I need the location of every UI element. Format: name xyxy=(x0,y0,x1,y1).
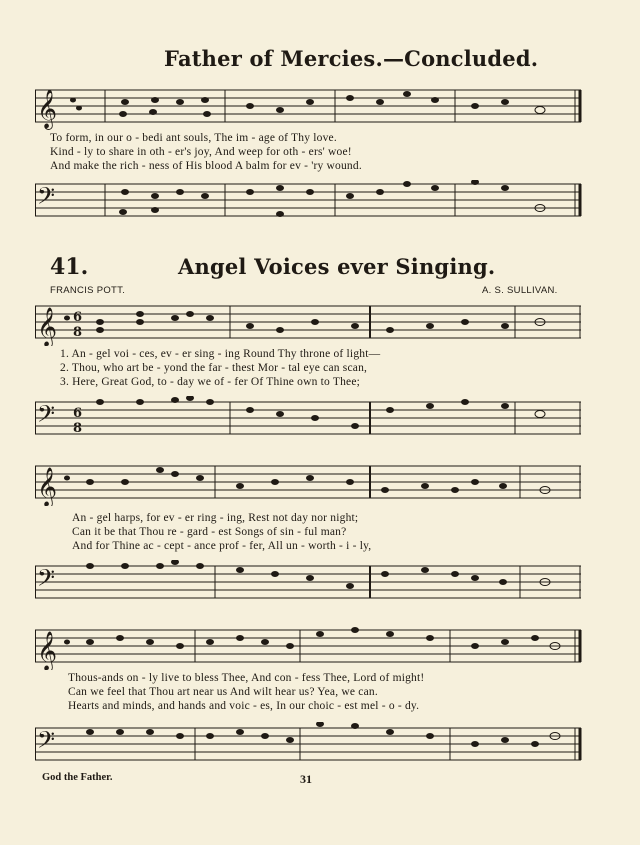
time-sig-top: 6 xyxy=(73,310,83,325)
page-number: 31 xyxy=(300,772,312,786)
system1-lyrics xyxy=(60,347,590,389)
time-sig-bottom: 8 xyxy=(73,325,83,340)
svg-text:𝄞: 𝄞 xyxy=(37,89,58,129)
lyric-line: To form, in our o - bedi ant souls, The im - age of Thy love. xyxy=(50,132,337,144)
bass-staff-1 xyxy=(35,396,583,442)
svg-text:𝄞: 𝄞 xyxy=(37,467,58,506)
treble-staff-prev xyxy=(35,86,583,132)
svg-text:𝄢: 𝄢 xyxy=(37,564,56,597)
treble-staff-2 xyxy=(35,460,583,506)
hymn-composer: A. S. SULLIVAN. xyxy=(482,285,558,296)
previous-hymn-lyrics xyxy=(50,131,580,173)
hymn-number: 41. xyxy=(50,254,89,280)
lyric-line: And for Thine ac - cept - ance prof - fer, All un - worth - i - ly, xyxy=(72,540,372,552)
svg-text:𝄢: 𝄢 xyxy=(37,726,56,759)
bass-staff-prev xyxy=(35,180,583,226)
time-sig-top: 6 xyxy=(73,406,83,421)
svg-text:𝄢: 𝄢 xyxy=(37,400,56,433)
time-sig-bottom: 8 xyxy=(73,421,83,436)
svg-text:𝄞: 𝄞 xyxy=(37,307,58,346)
bass-staff-2 xyxy=(35,560,583,606)
system2-lyrics xyxy=(72,511,602,553)
footer-section-label: God the Father. xyxy=(42,772,113,783)
lyric-line: Kind - ly to share in oth - er's joy, And weep for oth - ers' woe! xyxy=(50,146,352,158)
lyric-line: Hearts and minds, and hands and voic - es, In our choic - est mel - o - dy. xyxy=(68,700,420,712)
lyric-line: Thous-ands on - ly live to bless Thee, And con - fess Thee, Lord of might! xyxy=(68,672,425,684)
hymn-author: FRANCIS POTT. xyxy=(50,285,126,296)
lyric-line: And make the rich - ness of His blood A balm for ev - 'ry wound. xyxy=(50,160,362,172)
lyric-line: 1. An - gel voi - ces, ev - er sing - ing Round Thy throne of light— xyxy=(60,348,381,360)
treble-staff-1 xyxy=(35,300,583,346)
svg-text:𝄢: 𝄢 xyxy=(37,182,56,215)
svg-text:𝄞: 𝄞 xyxy=(37,631,58,670)
lyric-line: 3. Here, Great God, to - day we of - fer Of Thine own to Thee; xyxy=(60,376,361,388)
lyric-line: An - gel harps, for ev - er ring - ing, Rest not day nor night; xyxy=(72,512,359,524)
system3-lyrics xyxy=(68,671,598,713)
lyric-line: Can we feel that Thou art near us And wilt hear us? Yea, we can. xyxy=(68,686,378,698)
previous-hymn-title: Father of Mercies.—Concluded. xyxy=(164,46,539,71)
treble-staff-3 xyxy=(35,624,583,670)
bass-staff-3 xyxy=(35,722,583,768)
hymn-title: Angel Voices ever Singing. xyxy=(178,254,496,279)
lyric-line: Can it be that Thou re - gard - est Songs of sin - ful man? xyxy=(72,526,347,538)
lyric-line: 2. Thou, who art be - yond the far - thest Mor - tal eye can scan, xyxy=(60,362,368,374)
